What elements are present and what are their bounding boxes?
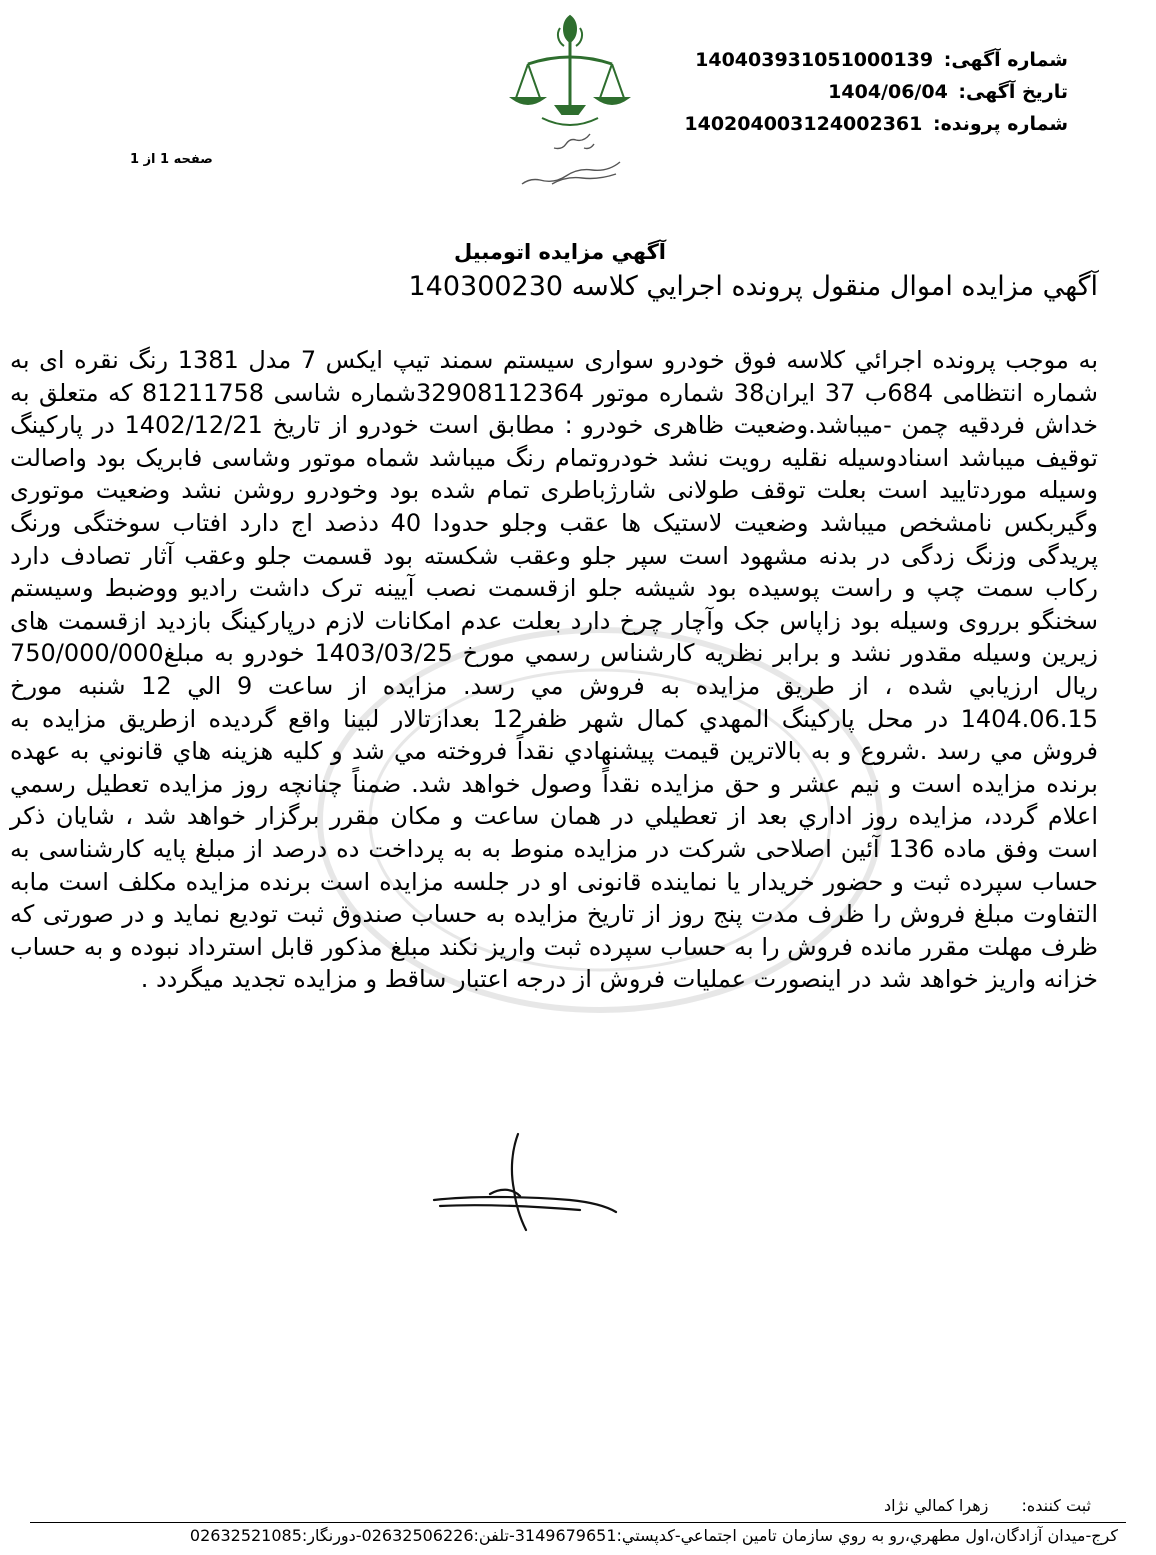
case-number-row (684, 108, 1068, 140)
ad-date: 1404/06/04 (828, 81, 948, 103)
page-subtitle: آگهي مزايده اموال منقول پرونده اجرايي كلاسه 140300230 (408, 271, 1098, 302)
page-number: صفحه 1 از 1 (130, 152, 213, 167)
footer-address: كرج-ميدان آزادگان،اول مطهري،رو به روي سازمان تامين اجتماعي-كدپستي:3149679651-تلفن:02632506226-دورنگار:02632521085 (189, 1526, 1118, 1545)
ad-number: 14040393105100013​9 (695, 49, 934, 71)
judiciary-emblem-icon (470, 6, 670, 196)
case-number-label: شماره پرونده: (932, 113, 1068, 135)
case-number: 140204003124002361 (684, 113, 923, 135)
auction-body: به موجب پرونده اجرائي كلاسه فوق خودرو سواری سیستم سمند تیپ ایکس 7 مدل 1381 رنگ نقره ای به شماره انتظامی 684ب 37 ایران38 شماره موتور 32908112364شماره شاسی 81211758 که متعلق به خداش فردقیه چمن -میباشد.وضعیت ظاهری خودرو : مطابق است خودرو از تاریخ 1402/12/21 در پارکینگ توقیف میباشد اسنادوسیله نقلیه رویت نشد خودروتمام رنگ میباشد شماه موتور وشاسی فابریک بود واصالت وسیله موردتایید است بعلت توقف طولانی شارژباطری تمام شده بود وخودرو روشن نشد وضعیت موتوری وگیربکس نامشخص میباشد وضعیت لاستیک ها عقب وجلو حدودا 40 دذصد اج دارد افتاب سوختگی ورنگ پریدگی وزنگ زدگی در بدنه مشهود است سپر جلو وعقب شکسته بود قسمت جلو وعقب آثار تصادف دارد رکاب سمت چپ و راست پوسیده بود شیشه جلو ازقسمت نصب آیینه ترک داشت رادیو ووضبط وسیستم سخنگو برروی وسیله بود زاپاس جک وآچار چرخ دارد بعلت عدم امکانات لازم درپارکینگ بازدید ازقسمت های زیرین وسیله مقدور نشد و برابر نظريه كارشناس رسمي مورخ 1403/03/25 خودرو به مبلغ750/000/000 ريال ارزيابي شده ، از طريق مزايده به فروش مي رسد. مزايده از ساعت 9 الي 12 شنبه مورخ 1404.06.15 در محل پارکینگ المهدي کمال شهر ظفر12 بعدازتالار لبینا واقع گرديده ازطريق مزايده به فروش مي رسد .شروع و به بالاترين قيمت پيشنهادي نقداً فروخته مي شد و كليه هزينه هاي قانوني به عهده برنده مزايده است و نيم عشر و حق مزايده نقداً وصول خواهد شد. ضمناً چنانچه روز مزايده تعطيل رسمي اعلام گردد، مزايده روز اداري بعد از تعطيلي در همان ساعت و مكان مقرر برگزار خواهد شد ، شایان ذکر است وفق ماده 136 آئین اصلاحی شرکت در مزایده منوط به به پرداخت ده درصد از مبلغ پایه کارشناسی به حساب سپرده ثبت و حضور خریدار یا نماینده قانونی او در جلسه مزایده است برنده مزایده مکلف است مابه التفاوت مبلغ فروش را ظرف مدت پنج روز از تاریخ مزایده به حساب صندوق ثبت تودیع نماید و در صورتی که ظرف مهلت مقرر مانده فروش را به حساب سپرده ثبت واریز نکند مبلغ مذکور قابل استرداد نبوده و به حساب خزانه واریز خواهد شد در اینصورت عملیات فروش از درجه اعتبار ساقط و مزایده تجدید میگردد . (10, 346, 1099, 994)
ad-meta (684, 44, 1068, 140)
page-title: آگهي مزايده اتومبيل (454, 240, 666, 264)
registrar (884, 1496, 1091, 1515)
ad-number-label: شماره آگهی: (943, 49, 1068, 71)
signature-mark (430, 1130, 620, 1240)
ad-date-label: تاریخ آگهی: (958, 81, 1068, 103)
ad-date-row (684, 76, 1068, 108)
registrar-name: زهرا كمالي نژاد (883, 1496, 989, 1515)
footer-divider (30, 1522, 1126, 1523)
registrar-label: ثبت كننده: (1021, 1496, 1091, 1515)
ad-number-row (684, 44, 1068, 76)
